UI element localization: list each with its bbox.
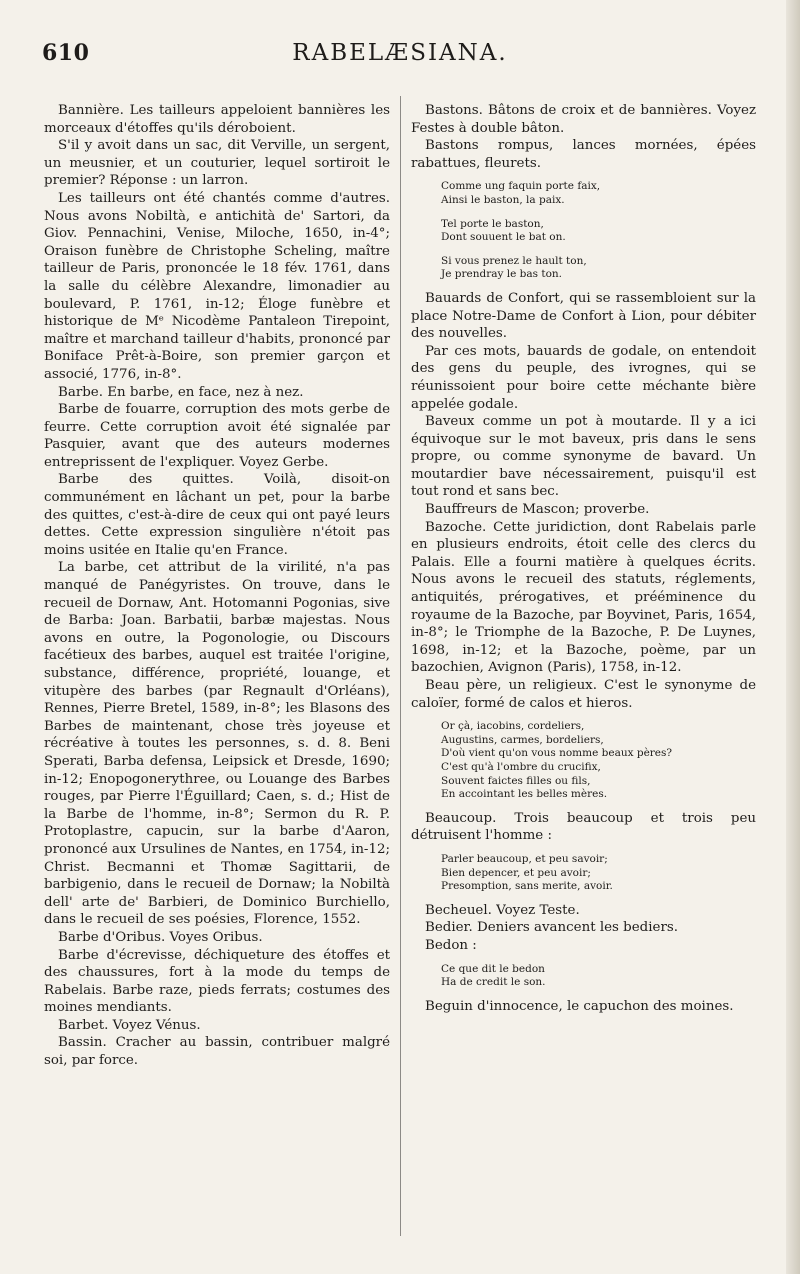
entry-bedon: Bedon : bbox=[425, 937, 477, 953]
entry-bastons-rompus: Bastons rompus, lances mornées, épées rabattues, fleurets. bbox=[411, 138, 756, 171]
verse-baston bbox=[411, 180, 756, 282]
verse-line: Ainsi le baston, la paix. bbox=[441, 193, 565, 206]
verse-line: Bien depencer, et peu avoir; bbox=[441, 866, 591, 879]
verse-line: Augustins, carmes, bordeliers, bbox=[441, 733, 604, 746]
verse-beaux-peres bbox=[411, 720, 756, 802]
verse-line: En accointant les belles mères. bbox=[441, 788, 608, 801]
verse-line: Or çà, iacobins, cordeliers, bbox=[441, 720, 585, 733]
entry-beaucoup: Beaucoup. Trois beaucoup et trois peu détruisent l'homme : bbox=[411, 810, 756, 844]
entry-bassin: Bassin. Cracher au bassin, contribuer malgré soi, par force. bbox=[44, 1035, 390, 1069]
entry-barbe-de-fouarre: Barbe de fouarre, corruption des mots gerbe de feurre. Cette corruption avoit été signalée par Pasquier, avant que des auteurs modernes entreprissent de l'expliquer. Voyez Gerbe. bbox=[44, 402, 390, 470]
entry-baveux: Baveux comme un pot à moutarde. Il y a ici équivoque sur le mot baveux, pris dans le sens propre, ou comme synonyme de bavard. Un moutardier bave nécessairement, puisqu'il est tout rond et sans bec. bbox=[411, 414, 756, 500]
verse-line: Parler beaucoup, et peu savoir; bbox=[441, 852, 608, 865]
verse-line: Souvent faictes filles ou fils, bbox=[441, 774, 591, 787]
paragraph-la-barbe: La barbe, cet attribut de la virilité, n'a pas manqué de Panégyristes. On trouve, dans le recueil de Dornaw, Ant. Hotomanni Pogonias, sive de Barba: Joan. Barbatii, barbæ majestas. Nous avons en outre, la Pogonologie, ou Discours facétieux des barbes, auquel est traitée l'origine, substance, différence, propriété, louange, et vitupère des barbes (par Regnault d'Orléans), Rennes, Pierre Bretel, 1589, in-8°; les Blasons des Barbes de maintenant, chose très joyeuse et récréative à toutes les personnes, s. d. 8. Beni Sperati, Barba defensa, Leipsick et Dresde, 1690; in-12; Enopogonerythree, ou Louange des Barbes rouges, par Pierre l'Éguillard; Caen, s. d.; Hist de la Barbe de l'homme, in-8°; Sermon du R. P. Protoplastre, capucin, sur la barbe d'Aaron, prononcé aux Ursulines de Nantes, en 1754, in-12; Christ. Becmanni et Thomæ Sagittarii, de barbigenio, dans le recueil de Dornaw; la Nobiltà dell' arte de' Barbieri, de Dominico Burchiello, dans le recueil de ses poésies, Florence, 1552. bbox=[44, 560, 391, 928]
verse-line: Je prendray le bas ton. bbox=[441, 268, 563, 281]
verse-line: Tel porte le baston, bbox=[441, 217, 544, 230]
right-column bbox=[411, 102, 756, 1015]
entry-bastons: Bastons. Bâtons de croix et de bannières. Voyez Festes à double bâton. bbox=[411, 103, 756, 136]
entry-bauards: Bauards de Confort, qui se rassembloient sur la place Notre-Dame de Confort à Lion, pour débiter des nouvelles. bbox=[411, 290, 756, 342]
entry-becheuel: Becheuel. Voyez Teste. bbox=[425, 902, 580, 918]
entry-bazoche: Bazoche. Cette juridiction, dont Rabelais parle en plusieurs endroits, étoit celle des clercs du Palais. Elle a fourni matière à quelques écrits. Nous avons le recueil des statuts, réglements, antiquités, prérogatives, et prééminence du royaume de la Bazoche, par Boyvinet, Paris, 1654, in-8°; le Triomphe de la Bazoche, P. De Luynes, 1698, in-12; et la Bazoche, poème, par un bazochien, Avignon (Paris), 1758, in-12. bbox=[411, 519, 756, 676]
verse-bedon bbox=[411, 963, 756, 990]
entry-barbe-d-oribus: Barbe d'Oribus. Voyes Oribus. bbox=[58, 929, 263, 945]
entry-beau-pere: Beau père, un religieux. C'est le synonyme de caloïer, formé de calos et hieros. bbox=[411, 678, 756, 711]
page-number: 610 bbox=[42, 40, 90, 66]
entry-beguin: Beguin d'innocence, le capuchon des moines. bbox=[425, 998, 734, 1014]
entry-barbe-des-quittes: Barbe des quittes. Voilà, disoit-on communément en lâchant un pet, pour la barbe des quittes, c'est-à-dire de ceux qui ont payé leurs dettes. Cette expression singulière n'étoit pas moins usitée en Italie qu'en France. bbox=[44, 472, 390, 558]
verse-line: Ce que dit le bedon bbox=[441, 962, 545, 975]
entry-banniere: Bannière. Les tailleurs appeloient bannières les morceaux d'étoffes qu'ils déroboient. bbox=[44, 103, 390, 136]
entry-barbet: Barbet. Voyez Vénus. bbox=[58, 1017, 201, 1033]
verse-line: Dont souuent le bat on. bbox=[441, 231, 566, 244]
verse-line: Ha de credit le son. bbox=[441, 976, 546, 989]
entry-bedier: Bedier. Deniers avancent les bediers. bbox=[425, 920, 678, 936]
verse-line: D'où vient qu'on vous nomme beaux pères? bbox=[441, 747, 673, 760]
page-edge bbox=[786, 0, 800, 1274]
verse-line: Si vous prenez le hault ton, bbox=[441, 254, 587, 267]
entry-bauffreurs: Bauffreurs de Mascon; proverbe. bbox=[425, 502, 650, 518]
entry-barbe-d-ecrevisse: Barbe d'écrevisse, déchiqueture des étoffes et des chaussures, fort à la mode du temps de Rabelais. Barbe raze, pieds ferrats; costumes des moines mendiants. bbox=[44, 947, 390, 1016]
left-column bbox=[44, 102, 390, 1070]
entry-barbe: Barbe. En barbe, en face, nez à nez. bbox=[58, 384, 304, 400]
verse-beaucoup bbox=[411, 853, 756, 894]
column-divider bbox=[400, 96, 401, 1236]
verse-line: C'est qu'à l'ombre du crucifix, bbox=[441, 760, 601, 773]
verse-line: Presomption, sans merite, avoir. bbox=[441, 880, 613, 893]
paragraph-tailleurs: Les tailleurs ont été chantés comme d'autres. Nous avons Nobiltà, e antichità de' Sartori, da Giov. Pennachini, Venise, Miloche, 1650, in-4°; Oraison funèbre de Christophe Scheling, maître tailleur de Paris, prononcée le 18 fév. 1761, dans la salle du célèbre Alexandre, limonadier au boulevard, P. 1761, in-12; Éloge funèbre et historique de Mᵉ Nicodème Pantaleon Tirepoint, maître et marchand tailleur d'habits, prononcé par Boniface Prêt-à-Boire, son premier garçon et associé, 1776, in-8°. bbox=[44, 190, 391, 382]
verse-line: Comme ung faquin porte faix, bbox=[441, 180, 601, 193]
paragraph-verville: S'il y avoit dans un sac, dit Verville, un sergent, un meusnier, et un couturier, lequel sortiroit le premier? Réponse : un larron. bbox=[44, 138, 390, 189]
paragraph-bauards-de-godale: Par ces mots, bauards de godale, on entendoit des gens du peuple, des ivrognes, qui se réunissoient pour boire cette méchante bière appelée godale. bbox=[411, 343, 756, 412]
running-title: RABELÆSIANA. bbox=[292, 40, 508, 66]
